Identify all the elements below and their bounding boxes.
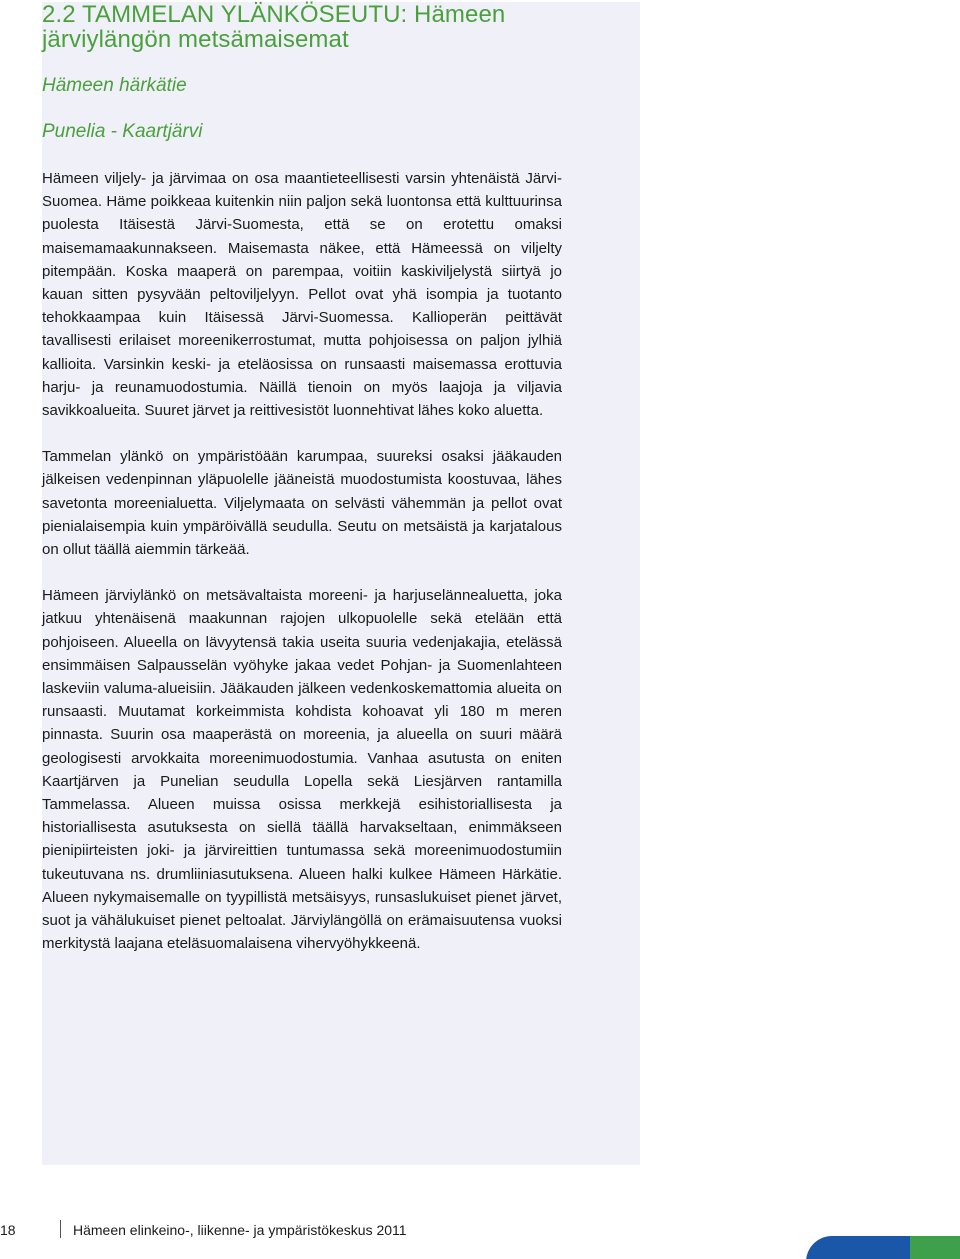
section-title-line-1: 2.2 TAMMELAN YLÄNKÖSEUTU: Hämeen (42, 1, 506, 28)
paragraph-tammela-upland: Tammelan ylänkö on ympäristöään karumpaa, suureksi osaksi jääkauden jälkeisen vedenpinnan yläpuolelle jääneistä muodostumista koostuvaa, lähes savetonta moreenialuetta. Viljelymaata on selvästi vähemmän ja pellot ovat pienialaisempia kuin ympäröivällä seudulla. Seutu on metsäistä ja karjatalous on ollut täällä aiemmin tärkeää. (42, 448, 562, 559)
paragraph-lake-upland: Hämeen järviylänkö on metsävaltaista moreeni- ja harjuselännealuetta, joka jatkuu yhtenäisenä maakunnan rajojen ulkopuolelle sekä etelään että pohjoiseen. Alueella on lävyytensä takia useita suuria vedenjakajia, etelässä ensimmäisen Salpausselän vyöhyke jakaa vedet Pohjan- ja Suomenlahteen laskeviin valuma-alueisiin. Jääkauden jälkeen vedenkoskemattomia alueita on runsaasti. Muutamat korkeimmista kohdista kohoavat yli 180 m meren pinnasta. Suurin osa maaperästä on moreenia, ja alueella on suuri määrä geologisesti arvokkaita moreenimuodostumia. Vanhaa asutusta on eniten Kaartjärven ja Punelian seudulla Lopella sekä Liesjärven rantamilla Tammelassa. Alueen muissa osissa merkkejä esihistoriallisesta ja historiallisesta asutuksesta on siellä täällä harvakseltaan, enimmäkseen pienipiirteisten joki- ja järvireittien tuntumassa sekä moreenimuodostumiin tukeutuvana ns. drumliiniasutuksena. Alueen halki kulkee Hämeen Härkätie. Alueen nykymaisemalle on tyypillistä metsäisyys, runsaslukuiset pienet järvet, suot ja vähälukuiset pienet peltoalat. Järviylängöllä on erämaisuutensa vuoksi merkitystä laajana eteläsuomalaisena vihervyöhykkeenä. (42, 587, 562, 953)
section-title (42, 2, 562, 52)
section-title-line-2: järviylängön metsämaisemat (42, 26, 349, 53)
footer-decoration (806, 1236, 960, 1259)
body-text (42, 167, 562, 956)
subheading-harkatie: Hämeen härkätie (42, 75, 187, 96)
page-number: 18 (0, 1222, 16, 1238)
footer-divider (60, 1220, 61, 1238)
footer-green-shape (910, 1236, 960, 1259)
paragraph-hame-overview: Hämeen viljely- ja järvimaa on osa maantieteellisesti varsin yhtenäistä Järvi-Suomea. Häme poikkeaa kuitenkin niin paljon sekä luontonsa että kulttuurinsa puolesta Itäisestä Järvi-Suomesta, että se on erotettu omaksi maisemamaakunnakseen. Maisemasta näkee, että Hämeessä on viljelty pitempään. Koska maaperä on parempaa, voitiin kaskiviljelystä siirtyä jo kauan sitten pysyvään peltoviljelyyn. Pellot ovat yhä isompia ja tuotanto tehokkaampaa kuin Itäisessä Järvi-Suomessa. Kallioperän peittävät tavallisesti erilaiset moreenikerrostumat, mutta pohjoisessa on paljon jylhiä kallioita. Varsinkin keski- ja eteläosissa on runsaasti maisemassa erottuvia harju- ja reunamuodostumia. Näillä tienoin on myös laajoja ja viljavia savikkoalueita. Suuret järvet ja reittivesistöt luonnehtivat lähes koko aluetta. (42, 170, 562, 420)
page-footer (0, 1220, 960, 1259)
footer-publisher: Hämeen elinkeino-, liikenne- ja ympäristökeskus 2011 (73, 1222, 407, 1238)
article (42, 2, 562, 956)
subheading-punelia-kaartjarvi: Punelia - Kaartjärvi (42, 121, 203, 142)
footer-blue-shape (806, 1236, 926, 1259)
